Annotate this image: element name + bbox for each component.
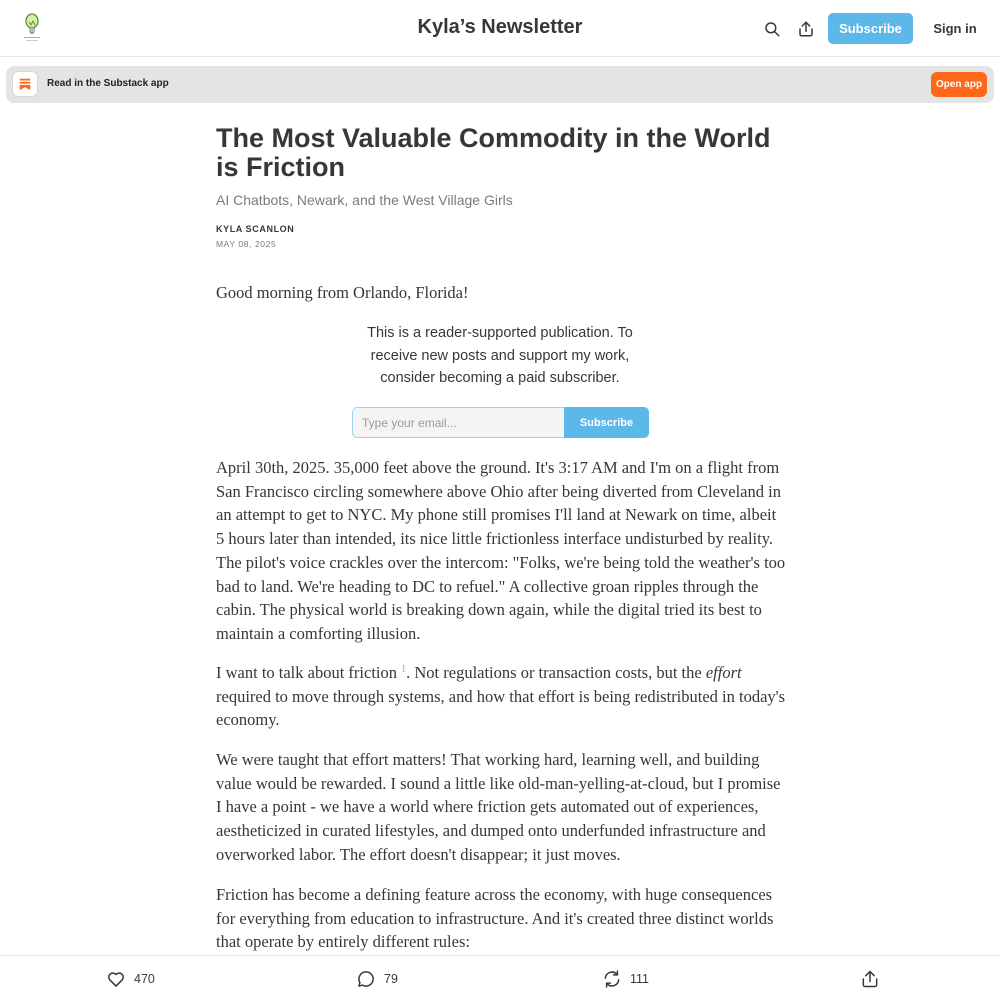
email-subscribe-button[interactable]: Subscribe: [564, 407, 649, 438]
share-icon[interactable]: [794, 17, 818, 41]
site-title[interactable]: Kyla’s Newsletter: [417, 16, 583, 38]
like-button[interactable]: [106, 968, 155, 990]
share-icon: [860, 969, 880, 989]
post-subtitle: AI Chatbots, Newark, and the West Village Girls: [216, 192, 513, 208]
greeting-paragraph: Good morning from Orlando, Florida!: [216, 283, 469, 302]
comment-icon: [356, 969, 376, 989]
comment-count: 79: [384, 972, 398, 986]
restack-count: 111: [630, 972, 650, 986]
search-icon[interactable]: [760, 17, 784, 41]
like-count: 470: [134, 972, 155, 986]
body-paragraph-1: April 30th, 2025. 35,000 feet above the ground. It's 3:17 AM and I'm on a flight from San Francisco circling somewhere above Ohio after being diverted from Cleveland in an attempt to get to NYC. My phone still promises I'll land at Newark on time, albeit 5 hours later than intended, its nice little frictionless interface undisturbed by reality. The pilot's voice crackles over the intercom: "Folks, we're being told the weather's too bad to land. We're heading to DC to refuel." A collective groan ripples through the cabin. The physical world is breaking down again, while the digital tried its best to maintain a comforting illusion.: [216, 458, 786, 643]
post-header: [216, 124, 786, 249]
app-banner-text: Read in the Substack app: [47, 78, 169, 89]
open-app-button[interactable]: Open app: [931, 72, 987, 97]
app-banner: [6, 66, 994, 103]
para2-text-start: I want to talk about friction: [216, 663, 402, 682]
restack-icon: [602, 969, 622, 989]
post-author[interactable]: KYLA SCANLON: [216, 224, 295, 234]
para2-text-end: required to move through systems, and how that effort is being redistributed in today's economy.: [216, 686, 786, 730]
substack-app-icon: [13, 72, 37, 96]
sign-in-link[interactable]: Sign in: [933, 21, 977, 36]
footnote-link[interactable]: 1: [401, 663, 407, 675]
email-subscribe-form: [352, 407, 649, 438]
post-action-bar: [0, 955, 1000, 1000]
para2-emphasis: effort: [705, 663, 742, 682]
para2-text-mid: . Not regulations or transaction costs, but the: [406, 663, 706, 682]
comment-button[interactable]: [356, 968, 398, 990]
post-date: MAY 08, 2025: [216, 239, 277, 249]
body-paragraph-3: We were taught that effort matters! That working hard, learning well, and building value would be rewarded. I sound a little like old-man-yelling-at-cloud, but I promise I have a point - we have a world where friction gets automated out of experiences, aestheticized in curated lifestyles, and dumped onto underfunded infrastructure and overworked labor. The effort doesn't disappear; it just moves.: [216, 750, 781, 864]
post-title: The Most Valuable Commodity in the World is Friction: [216, 123, 771, 182]
subscribe-button[interactable]: Subscribe: [828, 13, 913, 44]
subscribe-cta-text: This is a reader-supported publication. To receive new posts and support my work, consider becoming a paid subscriber.: [367, 325, 633, 387]
restack-button[interactable]: [602, 968, 649, 990]
share-post-button[interactable]: [860, 968, 880, 990]
body-paragraph-4: Friction has become a defining feature across the economy, with huge consequences for everything from education to infrastructure. And it's created three distinct worlds that operate by entirely different rules:: [216, 885, 774, 952]
heart-icon: [106, 969, 126, 989]
email-input[interactable]: [352, 407, 564, 438]
body-paragraph-2: [216, 661, 786, 732]
top-nav: [0, 0, 1000, 57]
